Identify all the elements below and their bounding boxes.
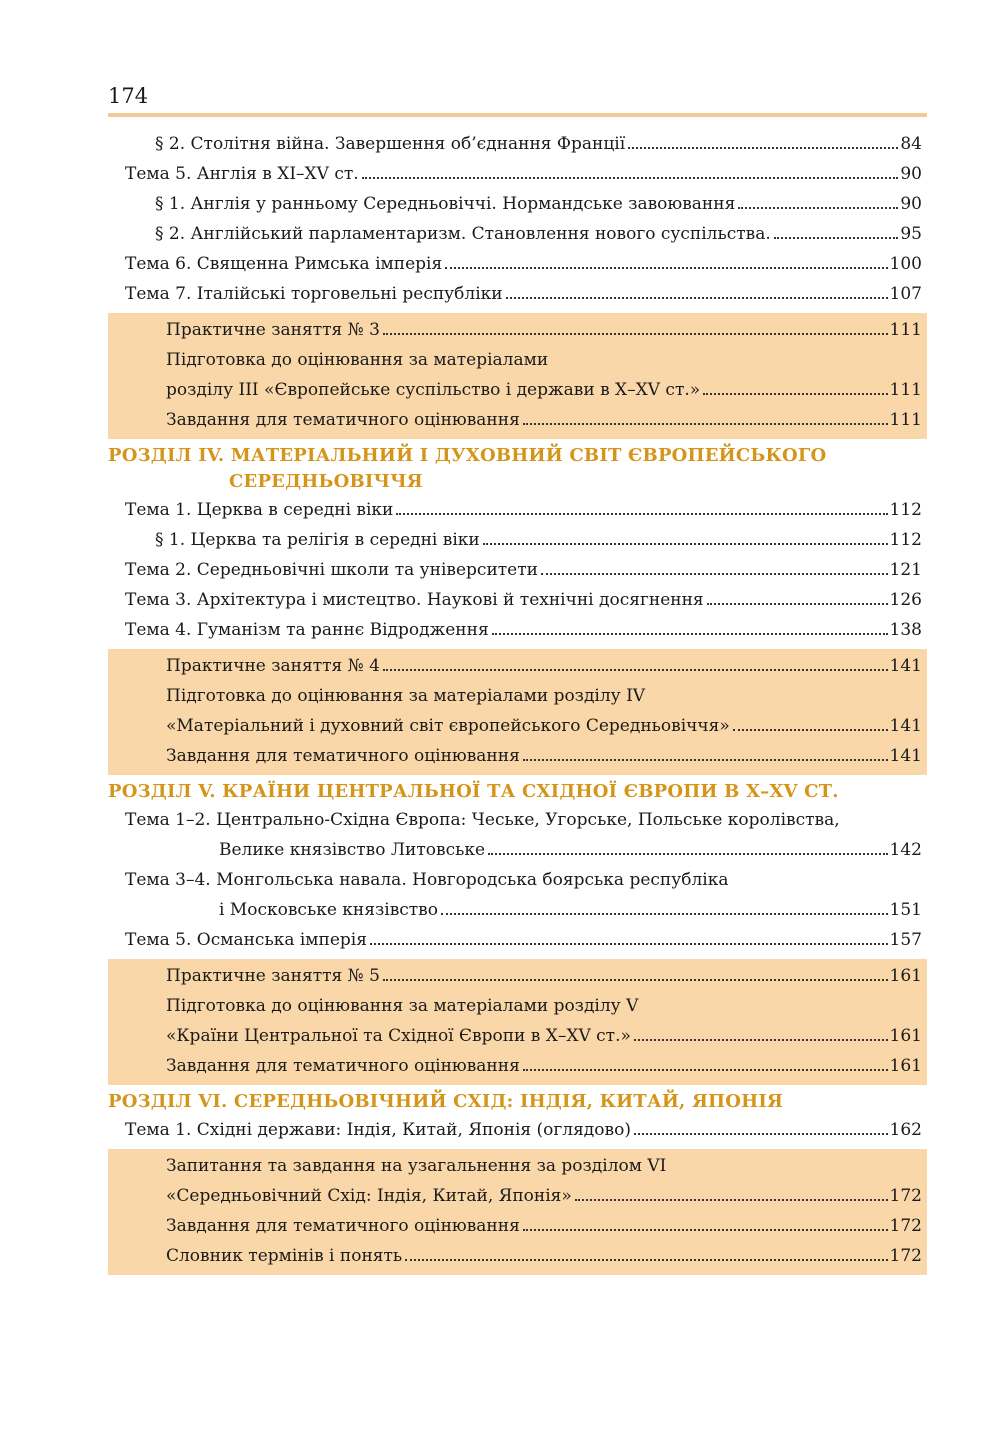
toc-entry[interactable] — [108, 189, 927, 219]
toc-entry-prep-line: Запитання та завдання на узагальнення за розділом VI — [166, 1156, 667, 1176]
toc-entry-title: Практичне заняття № 5 — [166, 966, 380, 986]
toc-entry-page: 107 — [889, 284, 922, 304]
dot-leader — [383, 333, 888, 335]
dot-leader — [492, 633, 888, 635]
dot-leader — [523, 759, 888, 761]
assessment-block-section-6 — [108, 1149, 927, 1275]
toc-entry[interactable] — [108, 159, 927, 189]
dot-leader — [774, 237, 899, 239]
dot-leader — [634, 1039, 888, 1041]
toc-entry-title: «Країни Центральної та Східної Європи в X–XV ст.» — [166, 1026, 631, 1046]
dot-leader — [396, 513, 887, 515]
toc-entry-page: 126 — [889, 590, 922, 610]
header-rule — [108, 113, 927, 117]
toc-entry-prep[interactable] — [108, 711, 927, 741]
dot-leader — [738, 207, 898, 209]
toc-entry-title: Велике князівство Литовське — [219, 840, 486, 860]
toc-entry[interactable] — [108, 895, 927, 925]
section-heading-5[interactable] — [108, 777, 927, 805]
toc-entry-page: 162 — [889, 1120, 922, 1140]
toc-entry-page: 161 — [889, 966, 922, 986]
dot-leader — [628, 147, 898, 149]
dot-leader — [523, 1069, 888, 1071]
dot-leader — [483, 543, 888, 545]
toc-entry-page: 172 — [889, 1246, 922, 1266]
toc-entry-page: 111 — [889, 320, 922, 340]
toc-entry-title: Словник термінів і понять — [166, 1246, 403, 1266]
toc-entry-practical[interactable] — [108, 651, 927, 681]
toc-entry-title: «Матеріальний і духовний світ європейського Середньовіччя» — [166, 716, 730, 736]
section-heading-4[interactable] — [108, 441, 927, 495]
toc-entry-title: Завдання для тематичного оцінювання — [166, 746, 520, 766]
toc-entry-page: 111 — [889, 410, 922, 430]
dot-leader — [488, 853, 887, 855]
toc-entry-prep[interactable] — [108, 1181, 927, 1211]
toc-entry-prep-line: Підготовка до оцінювання за матеріалами — [166, 350, 549, 370]
toc-entry-title: Практичне заняття № 3 — [166, 320, 380, 340]
toc-entry-tasks[interactable] — [108, 741, 927, 771]
dot-leader — [707, 603, 888, 605]
assessment-block-section-3 — [108, 313, 927, 439]
toc-entry-page: 161 — [889, 1026, 922, 1046]
toc-entry-title: Завдання для тематичного оцінювання — [166, 410, 520, 430]
toc-entry-title: Тема 5. Османська імперія — [125, 930, 367, 950]
dot-leader — [575, 1199, 888, 1201]
toc-entry-page: 151 — [889, 900, 922, 920]
toc-entry-page: 138 — [889, 620, 922, 640]
toc-entry-page: 141 — [889, 746, 922, 766]
toc-entry-page: 84 — [900, 134, 922, 154]
toc-entry-title: § 1. Церква та релігія в середні віки — [155, 530, 480, 550]
toc-entry-title: Тема 4. Гуманізм та раннє Відродження — [125, 620, 489, 640]
toc-entry-title: «Середньовічний Схід: Індія, Китай, Японія» — [166, 1186, 572, 1206]
section-title-line: РОЗДІЛ IV. МАТЕРІАЛЬНИЙ І ДУХОВНИЙ СВІТ ЄВРОПЕЙСЬКОГО — [108, 445, 827, 466]
toc-entry[interactable] — [108, 835, 927, 865]
section-title-line: РОЗДІЛ VI. СЕРЕДНЬОВІЧНИЙ СХІД: ІНДІЯ, КИТАЙ, ЯПОНІЯ — [108, 1091, 784, 1112]
toc-entry-page: 112 — [889, 500, 922, 520]
toc-entry-tasks[interactable] — [108, 405, 927, 435]
dot-leader — [383, 669, 888, 671]
toc-entry-title: Тема 6. Священна Римська імперія — [125, 254, 443, 274]
toc-entry[interactable] — [108, 525, 927, 555]
toc-entry-page: 100 — [889, 254, 922, 274]
toc-entry-page: 161 — [889, 1056, 922, 1076]
toc-entry[interactable] — [108, 129, 927, 159]
toc-entry-title: § 2. Англійський парламентаризм. Становлення нового суспільства. — [155, 224, 771, 244]
toc-entry-page: 157 — [889, 930, 922, 950]
toc-entry-title: Тема 1. Церква в середні віки — [125, 500, 394, 520]
toc-entry-page: 111 — [889, 380, 922, 400]
toc-entry-title: Тема 1. Східні держави: Індія, Китай, Японія (оглядово) — [125, 1120, 631, 1140]
dot-leader — [362, 177, 899, 179]
page-number: 174 — [108, 84, 149, 108]
dot-leader — [733, 729, 888, 731]
toc-entry-title: Завдання для тематичного оцінювання — [166, 1056, 520, 1076]
toc-entry[interactable] — [108, 219, 927, 249]
toc-entry-tasks[interactable] — [108, 1211, 927, 1241]
toc-entry-title: § 1. Англія у ранньому Середньовіччі. Нормандське завоювання — [155, 194, 736, 214]
toc-entry-prep-line: Підготовка до оцінювання за матеріалами розділу IV — [166, 686, 646, 706]
toc-entry-prep[interactable] — [108, 1021, 927, 1051]
toc-entry-title: Тема 7. Італійські торговельні республіки — [125, 284, 503, 304]
toc-entry[interactable] — [108, 279, 927, 309]
toc-entry-page: 90 — [900, 164, 922, 184]
assessment-block-section-5 — [108, 959, 927, 1085]
toc-entry-practical[interactable] — [108, 315, 927, 345]
toc-entry-tasks[interactable] — [108, 1051, 927, 1081]
assessment-block-section-4 — [108, 649, 927, 775]
toc-entry[interactable] — [108, 585, 927, 615]
toc-entry[interactable] — [108, 555, 927, 585]
dot-leader — [523, 1229, 888, 1231]
toc-entry-title: Тема 2. Середньовічні школи та університети — [125, 560, 538, 580]
toc-entry[interactable] — [108, 495, 927, 525]
dot-leader — [541, 573, 888, 575]
section-heading-6[interactable] — [108, 1087, 927, 1115]
toc-entry-page: 172 — [889, 1186, 922, 1206]
toc-entry-page: 141 — [889, 656, 922, 676]
table-of-contents — [108, 129, 927, 1277]
toc-entry-line: Тема 3–4. Монгольська навала. Новгородська боярська республіка — [125, 870, 729, 890]
toc-entry[interactable] — [108, 925, 927, 955]
dot-leader — [383, 979, 888, 981]
toc-entry-title: Тема 5. Англія в XI–XV ст. — [125, 164, 359, 184]
dot-leader — [405, 1259, 887, 1261]
dot-leader — [445, 267, 887, 269]
toc-entry[interactable] — [108, 1115, 927, 1145]
toc-entry-title: Тема 3. Архітектура і мистецтво. Наукові й технічні досягнення — [125, 590, 704, 610]
section-title-line: СЕРЕДНЬОВІЧЧЯ — [229, 471, 423, 492]
toc-entry[interactable] — [108, 249, 927, 279]
toc-entry-page: 141 — [889, 716, 922, 736]
toc-entry-practical[interactable] — [108, 961, 927, 991]
toc-entry-glossary[interactable] — [108, 1241, 927, 1271]
toc-entry-page: 95 — [900, 224, 922, 244]
dot-leader — [523, 423, 888, 425]
toc-entry-page: 90 — [900, 194, 922, 214]
toc-entry-prep-line: Підготовка до оцінювання за матеріалами розділу V — [166, 996, 639, 1016]
toc-entry-line: Тема 1–2. Центрально-Східна Європа: Чеське, Угорське, Польське королівства, — [125, 810, 840, 830]
toc-entry-title: розділу III «Європейське суспільство і держави в X–XV ст.» — [166, 380, 701, 400]
section-title-line: РОЗДІЛ V. КРАЇНИ ЦЕНТРАЛЬНОЇ ТА СХІДНОЇ ЄВРОПИ В X–XV СТ. — [108, 781, 839, 802]
toc-entry-title: § 2. Столітня війна. Завершення об’єднання Франції — [155, 134, 626, 154]
toc-entry-title: Практичне заняття № 4 — [166, 656, 380, 676]
toc-entry-title: Завдання для тематичного оцінювання — [166, 1216, 520, 1236]
dot-leader — [441, 913, 888, 915]
dot-leader — [506, 297, 888, 299]
toc-entry-page: 142 — [889, 840, 922, 860]
toc-entry-title: і Московське князівство — [219, 900, 438, 920]
toc-entry-page: 112 — [889, 530, 922, 550]
toc-entry-page: 121 — [889, 560, 922, 580]
toc-entry[interactable] — [108, 615, 927, 645]
dot-leader — [634, 1133, 888, 1135]
toc-entry-prep[interactable] — [108, 375, 927, 405]
dot-leader — [703, 393, 887, 395]
dot-leader — [370, 943, 888, 945]
toc-entry-page: 172 — [889, 1216, 922, 1236]
